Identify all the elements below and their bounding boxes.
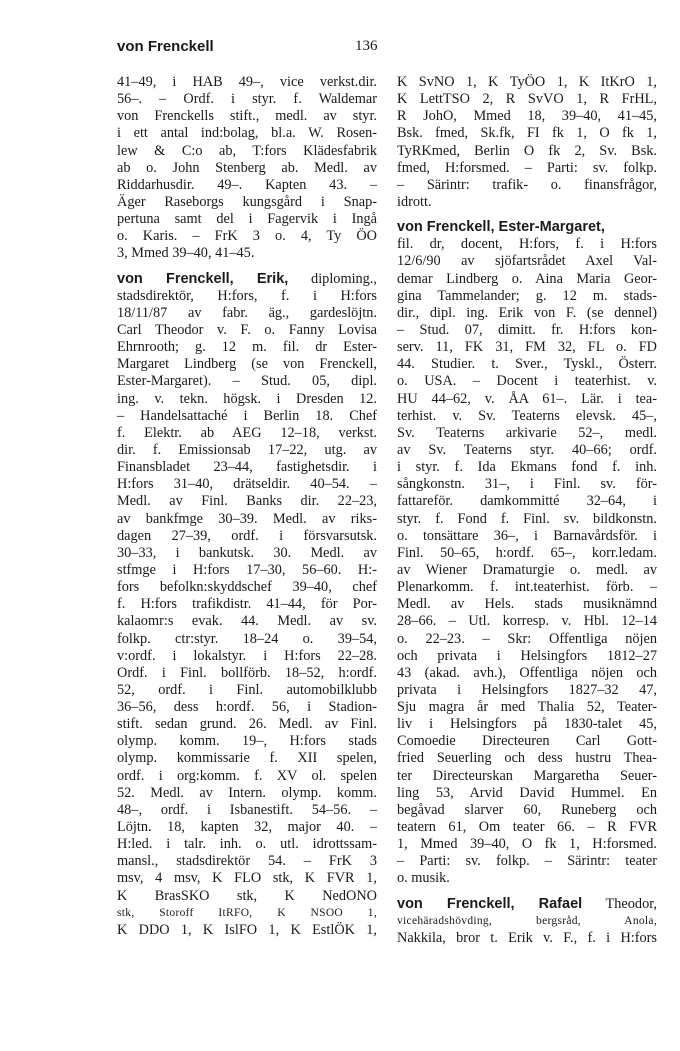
text-line: K BrasSKO stk, K NedONO	[117, 887, 377, 904]
text-line: Ester-Margaret). – Stud. 05, dipl.	[117, 373, 377, 390]
text-line: fmed, H:forsmed. – Parti: sv. folkp.	[397, 159, 657, 176]
text-line: Löjtn. 18, kapten 32, major 40. –	[117, 819, 377, 836]
text-line: stift. sedan grund. 26. Medl. av Finl.	[117, 716, 377, 733]
text-line: 36–56, dess h:ordf. 56, i Stadion-	[117, 699, 377, 716]
text-line: privata i Helsingfors 1827–32 47,	[397, 681, 657, 698]
text-line: HU 44–62, v. ÅA 61–. Lär. i tea-	[397, 390, 657, 407]
text-line: Bsk. fmed, Sk.fk, FI fk 1, O fk 1,	[397, 125, 657, 142]
text-line: Medl. av Hels. stads musiknämnd	[397, 596, 657, 613]
text-line: demar Lindberg o. Aina Maria Geor-	[397, 270, 657, 287]
text-line: Äger Raseborgs kungsgård i Snap-	[117, 193, 377, 210]
text-line: o. Karis. – FrK 3 o. 4, Ty ÖO	[117, 228, 377, 245]
text-line: f. H:fors trafikdistr. 41–44, för Por-	[117, 596, 377, 613]
text-line: i styr. f. Ida Ekmans fond f. inh.	[397, 459, 657, 476]
text-line: – Stud. 07, dimitt. fr. H:fors kon-	[397, 321, 657, 338]
text-line: kalaomr:s evak. 44. Medl. av sv.	[117, 613, 377, 630]
left-column	[117, 74, 377, 939]
text-line: v:ordf. i lokalstyr. i H:fors 22–28.	[117, 647, 377, 664]
text-line: Nakkila, bror t. Erik v. F., f. i H:fors	[397, 929, 657, 946]
text-line: och privata i Helsingfors 1812–27	[397, 647, 657, 664]
text-line: fil. dr, docent, H:fors, f. i H:fors	[397, 236, 657, 253]
text-line: 52. Medl. av Intern. olymp. komm.	[117, 784, 377, 801]
entry-heading-line	[397, 896, 657, 913]
text-line: Riddarhusdir. 49–. Kapten 43. –	[117, 176, 377, 193]
text-line: o. USA. – Docent i teaterhist. v.	[397, 373, 657, 390]
text-line: teatern 61, Om teater 66. – R FVR	[397, 819, 657, 836]
entry-heading-rest: Theodor,	[582, 895, 657, 912]
entry-headword: von Frenckell, Rafael	[397, 895, 583, 912]
text-line: dir. f. Emissionsab 17–22, utg. av	[117, 441, 377, 458]
text-line: i ett antal ind:bolag, bl.a. W. Rosen-	[117, 125, 377, 142]
text-line: o. musik.	[397, 870, 450, 887]
text-line: fors befolkn:skyddschef 39–40, chef	[117, 579, 377, 596]
text-line: dir., dipl. ing. Erik von F. (se dennel)	[397, 304, 657, 321]
text-line: – Handelsattaché i Berlin 18. Chef	[117, 407, 377, 424]
text-line: dagen 27–39, ordf. i försvarsutsk.	[117, 527, 377, 544]
page-header	[0, 38, 680, 62]
text-line: Ordf. i Finl. bollförb. 18–52, h:ordf.	[117, 664, 377, 681]
entry-headword: von Frenckell, Ester-Margaret,	[397, 219, 605, 236]
text-line: ab o. John Stenberg ab. Medl. av	[117, 159, 377, 176]
text-line: av bankfmge 30–39. Medl. av riks-	[117, 510, 377, 527]
text-line: stk, Storoff ItRFO, K NSOO 1,	[117, 906, 377, 919]
text-line: H:led. i talr. inh. o. utl. idrottssam-	[117, 836, 377, 853]
text-line: stfmge i H:fors 17–30, 56–60. H:-	[117, 561, 377, 578]
text-line: 1, Mmed 39–40, O fk 1, H:forsmed.	[397, 836, 657, 853]
text-line: 44. Studier. t. Sver., Tyskl., Österr.	[397, 356, 657, 373]
text-line: folkp. ctr:styr. 18–24 o. 39–54,	[117, 630, 377, 647]
text-line: av Wiener Dramaturgie o. medl. av	[397, 561, 657, 578]
text-line: msv, 4 msv, K FLO stk, K FVR 1,	[117, 870, 377, 887]
entry-heading-line	[117, 271, 377, 288]
text-line: von Frenckells stift., medl. av styr.	[117, 108, 377, 125]
text-line: Finansbladet 23–44, fastighetsdir. i	[117, 459, 377, 476]
text-line: 3, Mmed 39–40, 41–45.	[117, 245, 255, 262]
page-number: 136	[355, 38, 378, 54]
text-line: Sv. Teaterns arkivarie 52–, medl.	[397, 424, 657, 441]
text-line: sångkonstn. 31–, i Finl. sv. för-	[397, 476, 657, 493]
text-line: mansl., stadsdirektör 54. – FrK 3	[117, 853, 377, 870]
text-line: fried Seuerling och dess hustru Thea-	[397, 750, 657, 767]
text-line: stadsdirektör, H:fors, f. i H:fors	[117, 287, 377, 304]
text-line: 28–66. – Utl. korresp. v. Hbl. 12–14	[397, 613, 657, 630]
text-line: o. tonsättare 36–, i Barnavårdsför. i	[397, 527, 657, 544]
text-line: 43 (akad. avh.), Offentliga nöjen och	[397, 664, 657, 681]
text-line: R JohO, Mmed 18, 39–40, 41–45,	[397, 108, 657, 125]
text-line: styr. f. Fond f. Finl. sv. bildkonstn.	[397, 510, 657, 527]
text-line: Plenarkomm. f. int.teaterhist. förb. –	[397, 579, 657, 596]
text-line: begåvad slarver 60, Runeberg och	[397, 801, 657, 818]
entry-heading-rest: diploming.,	[288, 270, 377, 287]
running-head-name: von Frenckell	[117, 38, 214, 55]
text-line: K LettTSO 2, R SvVO 1, R FrHL,	[397, 91, 657, 108]
text-line: lew & C:o ab, T:fors Klädesfabrik	[117, 142, 377, 159]
text-line: 30–33, i bankutsk. 30. Medl. av	[117, 544, 377, 561]
text-line: 12/6/90 av sjöfartsrådet Axel Val-	[397, 253, 657, 270]
text-line: Margaret Lindberg (se von Frenckell,	[117, 356, 377, 373]
text-line: av Sv. Teaterns styr. 40–66; ordf.	[397, 441, 657, 458]
entry-headword: von Frenckell, Erik,	[117, 270, 289, 287]
text-line: o. 22–23. – Skr: Offentliga nöjen	[397, 630, 657, 647]
text-line: K DDO 1, K IslFO 1, K EstlÖK 1,	[117, 921, 377, 938]
text-line: 18/11/87 av fabr. äg., gardeslöjtn.	[117, 304, 377, 321]
text-line: K SvNO 1, K TyÖO 1, K ItKrO 1,	[397, 74, 657, 90]
text-line: 56–. – Ordf. i styr. f. Waldemar	[117, 91, 377, 108]
text-line: H:fors 31–40, drätseldir. 40–54. –	[117, 476, 377, 493]
text-line: ling 53, Arvid David Hummel. En	[397, 784, 657, 801]
text-line: – Särintr: trafik- o. finansfrågor,	[397, 176, 657, 193]
text-line: gina Tammelander; g. 12 m. stads-	[397, 287, 657, 304]
right-column	[397, 74, 657, 947]
text-line: Medl. av Finl. Banks dir. 22–23,	[117, 493, 377, 510]
text-line: olymp. kommissarie f. XII spelen,	[117, 750, 377, 767]
text-line: Sju magra år med Thalia 52, Teater-	[397, 699, 657, 716]
text-line: – Parti: sv. folkp. – Särintr: teater	[397, 853, 657, 870]
text-line: ordf. i org:komm. f. XV ol. spelen	[117, 767, 377, 784]
text-line: idrott.	[397, 193, 432, 210]
text-line: 48–, ordf. i Isbanestift. 54–56. –	[117, 801, 377, 818]
text-line: 52, ordf. i Finl. automobilklubb	[117, 681, 377, 698]
text-line: Comoedie Directeuren Carl Gott-	[397, 733, 657, 750]
text-line: Carl Theodor v. F. o. Fanny Lovisa	[117, 321, 377, 338]
text-line: serv. 11, FK 31, FM 32, FL o. FD	[397, 339, 657, 356]
text-line: 41–49, i HAB 49–, vice verkst.dir.	[117, 74, 377, 90]
text-line: TyRKmed, Berlin O fk 2, Sv. Bsk.	[397, 142, 657, 159]
text-line: f. Elektr. ab AEG 12–18, verkst.	[117, 424, 377, 441]
text-line: Finl. 50–65, h:ordf. 65–, korr.ledam.	[397, 544, 657, 561]
text-line: olymp. komm. 19–, H:fors stads	[117, 733, 377, 750]
text-line: terhist. v. Sv. Teaterns elevsk. 45–,	[397, 407, 657, 424]
text-line: fattareför. damkommitté 32–64, i	[397, 493, 657, 510]
text-line: liv i Helsingfors på 1830-talet 45,	[397, 716, 657, 733]
text-line: vicehäradshövding, bergsråd, Anola,	[397, 914, 657, 927]
text-line: ing. v. tekn. högsk. i Dresden 12.	[117, 390, 377, 407]
text-line: Ehrnrooth; g. 12 m. fil. dr Ester-	[117, 339, 377, 356]
text-line: pertuna samt del i Fagervik i Ingå	[117, 211, 377, 228]
entry-heading-line	[397, 219, 657, 236]
text-line: ter Directeurskan Margaretha Seuer-	[397, 767, 657, 784]
